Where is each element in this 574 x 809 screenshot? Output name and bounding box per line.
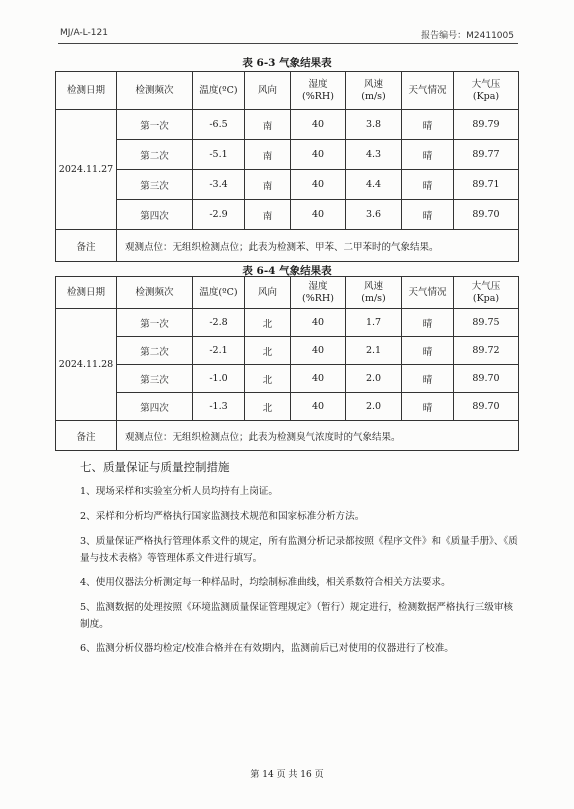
cell: -2.9 <box>193 200 245 230</box>
table-header-row <box>56 72 519 110</box>
table-row <box>56 337 519 365</box>
cell: 南 <box>245 140 291 170</box>
table-row <box>56 365 519 393</box>
header-rule <box>58 43 518 44</box>
cell: -3.4 <box>193 170 245 200</box>
weather-table-6-3 <box>55 71 519 262</box>
cell: 南 <box>245 110 291 140</box>
cell: 晴 <box>402 393 454 421</box>
table-row <box>56 140 519 170</box>
cell: 40 <box>291 200 346 230</box>
cell: -2.1 <box>193 337 245 365</box>
col-header-weather: 天气情况 <box>402 277 454 309</box>
paragraph-6: 6、监测分析仪器均检定/校准合格并在有效期内，监测前后已对使用的仪器进行了校准。 <box>80 643 454 654</box>
cell: 晴 <box>402 337 454 365</box>
cell: 40 <box>291 309 346 337</box>
cell: -2.8 <box>193 309 245 337</box>
cell: 89.79 <box>454 110 519 140</box>
cell: 第三次 <box>117 365 193 393</box>
date-cell: 2024.11.28 <box>56 309 117 421</box>
col-header-frequency: 检测频次 <box>117 72 193 110</box>
cell: 40 <box>291 393 346 421</box>
note-label: 备注 <box>56 230 117 262</box>
cell: 3.8 <box>346 110 402 140</box>
col-header-frequency: 检测频次 <box>117 277 193 309</box>
col-header-wind-direction: 风向 <box>245 277 291 309</box>
cell: -6.5 <box>193 110 245 140</box>
cell: 89.70 <box>454 200 519 230</box>
cell: 40 <box>291 110 346 140</box>
document-code: MJ/A-L-121 <box>60 28 108 38</box>
cell: 40 <box>291 337 346 365</box>
cell: 北 <box>245 393 291 421</box>
cell: 89.70 <box>454 365 519 393</box>
weather-table-6-4 <box>55 276 519 451</box>
col-header-humidity: 湿度 (%RH) <box>291 72 346 110</box>
cell: 89.71 <box>454 170 519 200</box>
cell: 4.3 <box>346 140 402 170</box>
cell: 晴 <box>402 200 454 230</box>
note-text: 观测点位：无组织检测点位；此表为检测臭气浓度时的气象结果。 <box>117 421 519 451</box>
cell: 89.77 <box>454 140 519 170</box>
table-caption: 表 6-4 气象结果表 <box>242 265 332 277</box>
cell: 晴 <box>402 365 454 393</box>
col-header-wind-speed: 风速 (m/s) <box>346 72 402 110</box>
paragraph-2: 2、采样和分析均严格执行国家监测技术规范和国家标准分析方法。 <box>80 511 365 522</box>
table-caption: 表 6-3 气象结果表 <box>242 57 332 69</box>
note-row <box>56 230 519 262</box>
cell: 南 <box>245 170 291 200</box>
cell: -5.1 <box>193 140 245 170</box>
table-row <box>56 110 519 140</box>
cell: 第二次 <box>117 337 193 365</box>
col-header-wind-direction: 风向 <box>245 72 291 110</box>
table-row <box>56 200 519 230</box>
table-row <box>56 393 519 421</box>
col-header-date: 检测日期 <box>56 277 117 309</box>
cell: 晴 <box>402 309 454 337</box>
report-number: 报告编号：M2411005 <box>421 31 514 41</box>
paragraph-1: 1、现场采样和实验室分析人员均持有上岗证。 <box>80 486 278 497</box>
cell: 晴 <box>402 140 454 170</box>
date-cell: 2024.11.27 <box>56 110 117 230</box>
cell: 南 <box>245 200 291 230</box>
col-header-humidity: 湿度 (%RH) <box>291 277 346 309</box>
col-header-wind-speed: 风速 (m/s) <box>346 277 402 309</box>
cell: 4.4 <box>346 170 402 200</box>
cell: 北 <box>245 309 291 337</box>
table-row <box>56 309 519 337</box>
col-header-pressure: 大气压 (Kpa) <box>454 72 519 110</box>
cell: 第四次 <box>117 393 193 421</box>
col-header-temperature: 温度(ºC) <box>193 72 245 110</box>
cell: 40 <box>291 170 346 200</box>
cell: 40 <box>291 140 346 170</box>
paragraph-5: 5、监测数据的处理按照《环境监测质量保证管理规定》（暂行）规定进行，检测数据严格执行三级审核制度。 <box>80 602 514 630</box>
table-header-row <box>56 277 519 309</box>
table-row <box>56 170 519 200</box>
cell: 晴 <box>402 170 454 200</box>
cell: 40 <box>291 365 346 393</box>
note-label: 备注 <box>56 421 117 451</box>
cell: 第一次 <box>117 309 193 337</box>
cell: 晴 <box>402 110 454 140</box>
col-header-weather: 天气情况 <box>402 72 454 110</box>
cell: 第三次 <box>117 170 193 200</box>
cell: 2.1 <box>346 337 402 365</box>
paragraph-4: 4、使用仪器法分析测定每一种样品时，均绘制标准曲线，相关系数符合相关方法要求。 <box>80 577 451 588</box>
cell: 2.0 <box>346 393 402 421</box>
col-header-temperature: 温度(ºC) <box>193 277 245 309</box>
cell: 北 <box>245 365 291 393</box>
cell: 1.7 <box>346 309 402 337</box>
col-header-date: 检测日期 <box>56 72 117 110</box>
cell: 89.70 <box>454 393 519 421</box>
paragraph-3: 3、质量保证严格执行管理体系文件的规定，所有监测分析记录都按照《程序文件》和《质量手册》、《质量与技术表格》等管理体系文件进行填写。 <box>80 536 518 564</box>
cell: 3.6 <box>346 200 402 230</box>
cell: 第一次 <box>117 110 193 140</box>
col-header-pressure: 大气压 (Kpa) <box>454 277 519 309</box>
cell: 第二次 <box>117 140 193 170</box>
section-title: 七、质量保证与质量控制措施 <box>80 460 230 474</box>
note-text: 观测点位：无组织检测点位；此表为检测苯、甲苯、二甲苯时的气象结果。 <box>117 230 519 262</box>
cell: -1.0 <box>193 365 245 393</box>
note-row <box>56 421 519 451</box>
cell: -1.3 <box>193 393 245 421</box>
page-number: 第 14 页 共 16 页 <box>250 770 324 780</box>
cell: 北 <box>245 337 291 365</box>
cell: 89.72 <box>454 337 519 365</box>
cell: 89.75 <box>454 309 519 337</box>
cell: 2.0 <box>346 365 402 393</box>
cell: 第四次 <box>117 200 193 230</box>
